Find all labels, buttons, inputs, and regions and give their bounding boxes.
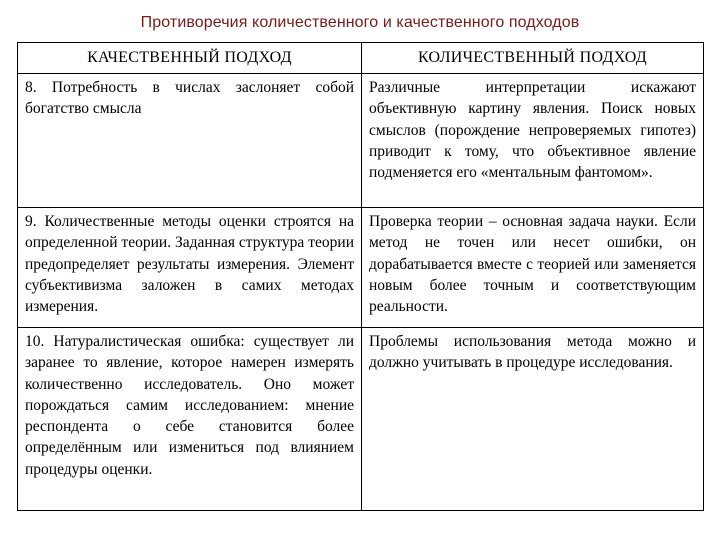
table-row — [18, 74, 704, 208]
cell-qualitative: 10. Натуралистическая ошибка: существует ли заранее то явление, которое намерен измерять количественно исследователь. Оно может порождаться самим исследованием: мнение респондента о себе становится более определённым или измениться под влиянием процедуры оценки. — [18, 328, 362, 511]
cell-quantitative: Различные интерпретации искажают объективную картину явления. Поиск новых смыслов (порождение непроверяемых гипотез) приводит к тому, что объективное явление подменяется его «ментальным фантомом». — [362, 74, 704, 208]
cell-qualitative: 8. Потребность в числах заслоняет собой богатство смысла — [18, 74, 362, 208]
table-row — [18, 328, 704, 511]
cell-qualitative: 9. Количественные методы оценки строятся на определенной теории. Заданная структура теории предопределяет результаты измерения. Элемент субъективизма заложен в самих методах измерения. — [18, 208, 362, 328]
cell-quantitative: Проблемы использования метода можно и должно учитывать в процедуре исследования. — [362, 328, 704, 511]
cell-quantitative: Проверка теории – основная задача науки. Если метод не точен или несет ошибки, он дорабатывается вместе с теорией или заменяется новым более точным и соответствующим реальности. — [362, 208, 704, 328]
table-row — [18, 208, 704, 328]
header-qualitative: КАЧЕСТВЕННЫЙ ПОДХОД — [18, 43, 362, 74]
header-quantitative: КОЛИЧЕСТВЕННЫЙ ПОДХОД — [362, 43, 704, 74]
comparison-table — [17, 42, 704, 511]
slide-title: Противоречия количественного и качественного подходов — [140, 14, 580, 31]
table-header-row — [18, 43, 704, 74]
